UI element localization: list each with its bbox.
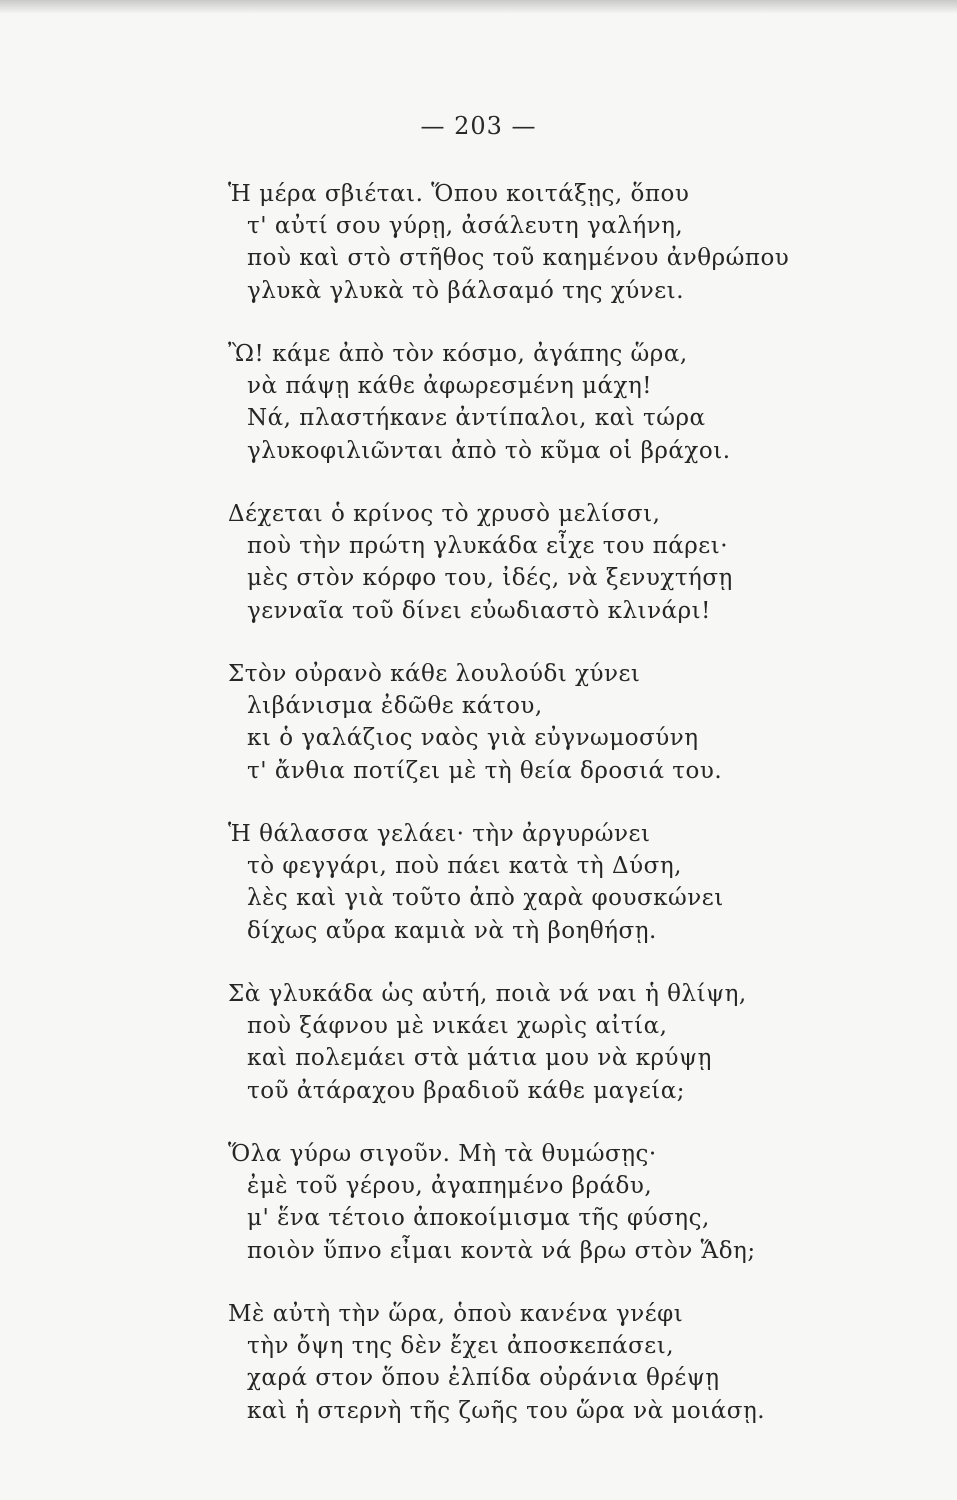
- poem-line: καὶ πολεμάει στὰ μάτια μου νὰ κρύψῃ: [247, 1045, 712, 1071]
- poem-line: λιβάνισμα ἐδῶθε κάτου,: [247, 693, 543, 719]
- poem-line: ποὺ ξάφνου μὲ νικάει χωρὶς αἰτία,: [247, 1013, 668, 1039]
- poem-line: κι ὁ γαλάζιος ναὸς γιὰ εὐγνωμοσύνη: [247, 725, 699, 751]
- poem-line: λὲς καὶ γιὰ τοῦτο ἀπὸ χαρὰ φουσκώνει: [247, 885, 724, 911]
- page-top-shadow: [0, 0, 957, 14]
- page-number: — 203 —: [420, 112, 537, 140]
- poem-line: Μὲ αὐτὴ τὴν ὥρα, ὁποὺ κανένα γνέφι: [228, 1301, 684, 1327]
- poem-line: ἐμὲ τοῦ γέρου, ἀγαπημένο βράδυ,: [247, 1173, 653, 1199]
- poem-line: δίχως αὔρα καμιὰ νὰ τὴ βοηθήσῃ.: [247, 918, 657, 944]
- poem-line: ποὺ τὴν πρώτη γλυκάδα εἶχε του πάρει·: [247, 533, 729, 559]
- poem-line: γλυκοφιλιῶνται ἀπὸ τὸ κῦμα οἱ βράχοι.: [247, 438, 731, 464]
- poem-line: γλυκὰ γλυκὰ τὸ βάλσαμό της χύνει.: [247, 278, 685, 304]
- poem-line: Ἡ μέρα σβιέται. Ὅπου κοιτάξῃς, ὅπου: [228, 181, 690, 207]
- poem-line: Ὢ! κάμε ἀπὸ τὸν κόσμο, ἀγάπης ὥρα,: [228, 341, 688, 367]
- poem-line: ποὺ καὶ στὸ στῆθος τοῦ καημένου ἀνθρώπου: [247, 245, 790, 271]
- poem-line: μ' ἕνα τέτοιο ἀποκοίμισμα τῆς φύσης,: [247, 1205, 710, 1231]
- poem-line: γενναῖα τοῦ δίνει εὐωδιαστὸ κλινάρι!: [247, 598, 711, 624]
- poem-line: χαρά στον ὅπου ἐλπίδα οὐράνια θρέψῃ: [247, 1365, 720, 1391]
- poem-line: Στὸν οὐρανὸ κάθε λουλούδι χύνει: [228, 661, 641, 687]
- poem-line: Δέχεται ὁ κρίνος τὸ χρυσὸ μελίσσι,: [228, 501, 661, 527]
- poem-line: τὴν ὄψη της δὲν ἔχει ἀποσκεπάσει,: [247, 1333, 675, 1359]
- poem-line: τὸ φεγγάρι, ποὺ πάει κατὰ τὴ Δύση,: [247, 853, 682, 879]
- poem-line: Ἡ θάλασσα γελάει· τὴν ἀργυρώνει: [228, 821, 651, 847]
- poem-line: Σὰ γλυκάδα ὡς αὐτή, ποιὰ νά ναι ἡ θλίψη,: [228, 981, 747, 1007]
- poem-line: Νά, πλαστήκανε ἀντίπαλοι, καὶ τώρα: [247, 405, 706, 431]
- poem-line: καὶ ἡ στερνὴ τῆς ζωῆς του ὥρα νὰ μοιάσῃ.: [247, 1398, 766, 1424]
- poem-line: μὲς στὸν κόρφο του, ἰδές, νὰ ξενυχτήσῃ: [247, 565, 733, 591]
- poem-line: ποιὸν ὕπνο εἶμαι κοντὰ νά βρω στὸν Ἅδη;: [247, 1238, 756, 1264]
- poem-line: Ὅλα γύρω σιγοῦν. Μὴ τὰ θυμώσῃς·: [228, 1141, 657, 1167]
- poem-line: νὰ πάψῃ κάθε ἀφωρεσμένη μάχη!: [247, 373, 652, 399]
- poem-line: τ' αὐτί σου γύρῃ, ἀσάλευτη γαλήνη,: [247, 213, 684, 239]
- poem-line: τ' ἄνθια ποτίζει μὲ τὴ θεία δροσιά του.: [247, 758, 723, 784]
- poem-line: τοῦ ἀτάραχου βραδιοῦ κάθε μαγεία;: [247, 1078, 686, 1104]
